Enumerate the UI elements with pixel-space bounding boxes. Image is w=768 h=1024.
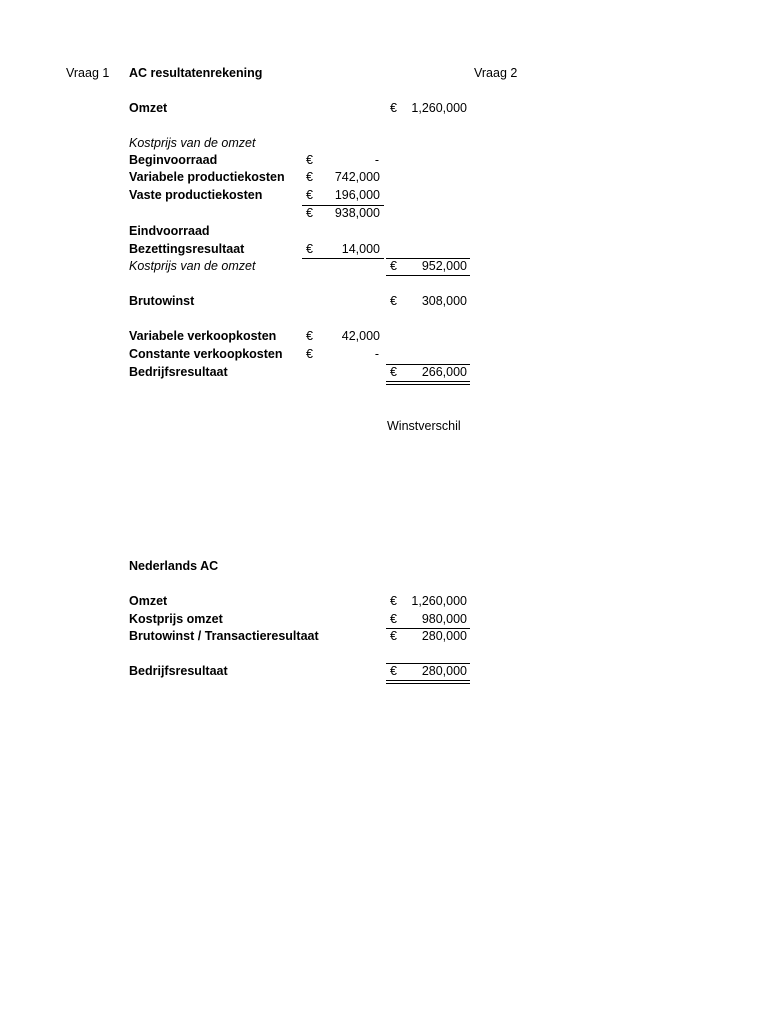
s2-omzet-label: Omzet: [129, 594, 168, 608]
const-verkoop-currency: €: [306, 347, 313, 361]
brutowinst-value: 308,000: [421, 294, 467, 308]
kostprijs-header: Kostprijs van de omzet: [129, 136, 256, 150]
vraag2-label: Vraag 2: [474, 66, 518, 80]
bedrijfsresultaat-value: 266,000: [421, 365, 467, 379]
var-verkoop-label: Variabele verkoopkosten: [129, 329, 277, 343]
s2-bedrijfsresultaat-value: 280,000: [421, 664, 467, 678]
var-verkoop-currency: €: [306, 329, 313, 343]
beginvoorraad-label: Beginvoorraad: [129, 153, 218, 167]
var-prod-value: 742,000: [334, 170, 380, 184]
bedrijfsresultaat-currency: €: [390, 365, 397, 379]
s2-omzet-value: 1,260,000: [411, 594, 467, 608]
vaste-prod-label: Vaste productiekosten: [129, 188, 263, 202]
var-verkoop-value: 42,000: [341, 329, 380, 343]
subtotal-value: 938,000: [334, 206, 380, 220]
vaste-prod-currency: €: [306, 188, 313, 202]
vaste-prod-value: 196,000: [334, 188, 380, 202]
s2-brutowinst-value: 280,000: [421, 629, 467, 643]
page-title: AC resultatenrekening: [129, 66, 263, 80]
section2-title: Nederlands AC: [129, 559, 219, 573]
brutowinst-label: Brutowinst: [129, 294, 195, 308]
bezetting-currency: €: [306, 242, 313, 256]
bezetting-divider: [302, 258, 384, 259]
eindvoorraad-label: Eindvoorraad: [129, 224, 210, 238]
var-prod-label: Variabele productiekosten: [129, 170, 285, 184]
winstverschil-label: Winstverschil: [387, 419, 461, 433]
kostprijs-total-value: 952,000: [421, 259, 467, 273]
s2-omzet-currency: €: [390, 594, 397, 608]
const-verkoop-value: -: [374, 347, 379, 361]
vraag1-label: Vraag 1: [66, 66, 110, 80]
s2-bedrijfsresultaat-double-underline: [386, 680, 470, 684]
s2-kostprijs-value: 980,000: [421, 612, 467, 626]
s2-kostprijs-currency: €: [390, 612, 397, 626]
bedrijfsresultaat-double-underline: [386, 381, 470, 385]
omzet-currency: €: [390, 101, 397, 115]
var-prod-currency: €: [306, 170, 313, 184]
s2-bedrijfsresultaat-label: Bedrijfsresultaat: [129, 664, 228, 678]
kostprijs-total-label: Kostprijs van de omzet: [129, 259, 256, 273]
subtotal-currency: €: [306, 206, 313, 220]
omzet-label: Omzet: [129, 101, 168, 115]
const-verkoop-label: Constante verkoopkosten: [129, 347, 283, 361]
s2-bedrijfsresultaat-currency: €: [390, 664, 397, 678]
bezetting-label: Bezettingsresultaat: [129, 242, 245, 256]
kostprijs-underline: [386, 275, 470, 276]
bezetting-value: 14,000: [341, 242, 380, 256]
beginvoorraad-currency: €: [306, 153, 313, 167]
s2-brutowinst-label: Brutowinst / Transactieresultaat: [129, 629, 319, 643]
s2-kostprijs-label: Kostprijs omzet: [129, 612, 223, 626]
s2-brutowinst-currency: €: [390, 629, 397, 643]
bedrijfsresultaat-label: Bedrijfsresultaat: [129, 365, 228, 379]
omzet-value: 1,260,000: [411, 101, 467, 115]
brutowinst-currency: €: [390, 294, 397, 308]
kostprijs-total-currency: €: [390, 259, 397, 273]
beginvoorraad-value: -: [374, 153, 379, 167]
